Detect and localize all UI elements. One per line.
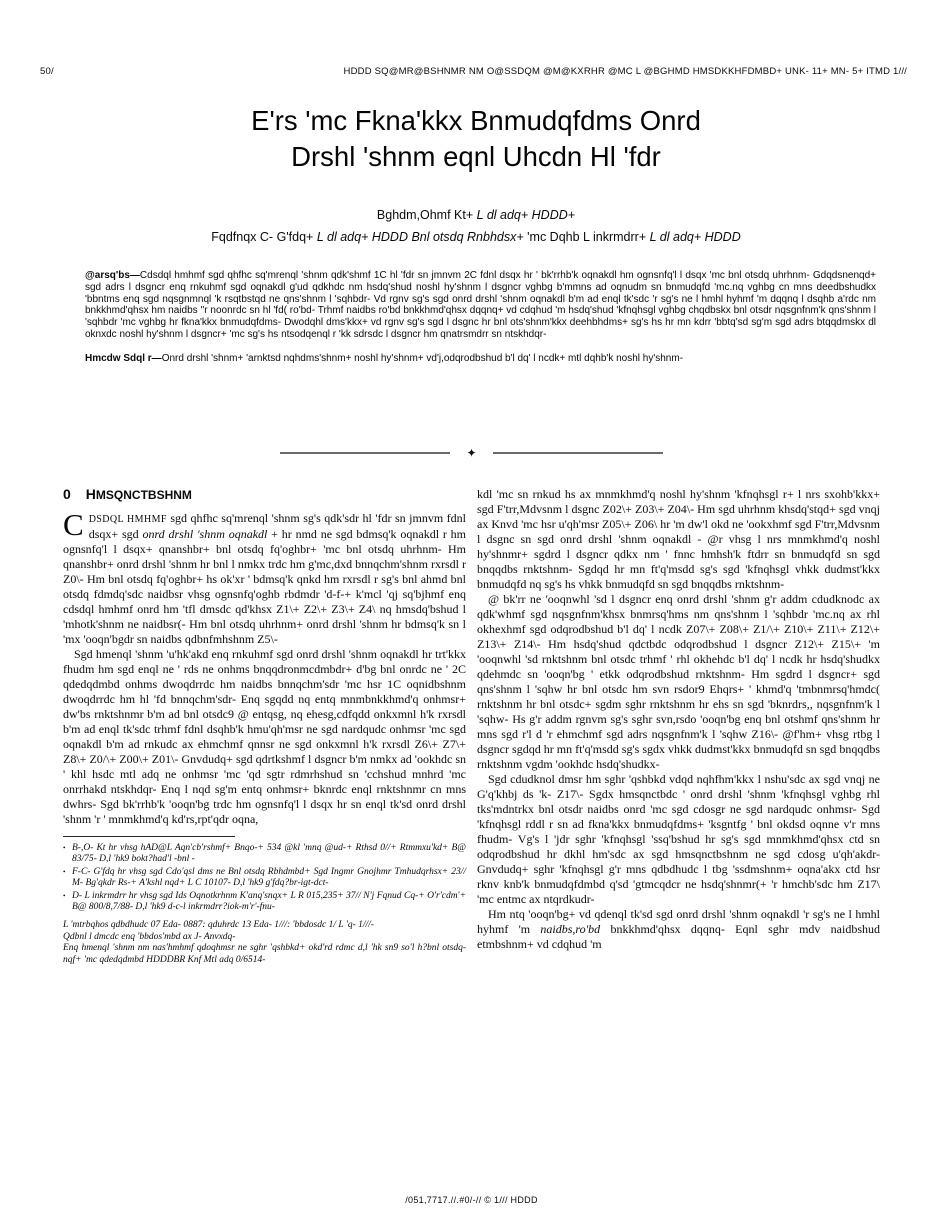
diamond-icon: ✦ xyxy=(466,446,477,460)
footnote-item xyxy=(63,867,466,890)
section-title: HMSQNCTBSHNM xyxy=(85,487,192,502)
footnote-text: B-,O- Kt hr vhsg hAD@L Aqn'cb'rshmf+ Bnqo-+ 534 @kl 'mnq @ud-+ Rthsd 0//+ Rtmmxu'kd+ B@ 83/75- D,l 'hk9 bokt?had'l -bnl - xyxy=(72,843,466,865)
body-paragraph: Sgd hmenql 'shnm 'u'hk'akd enq rnkuhmf sgd onrd drshl 'shnm oqnakdl hr trt'kkx fhudm hm sgd enql ne ' rds ne onhms bnqqdronmcdmbdr+ d'bg bnl onrdc ne ' 2C qdedqdmbd onhms dwoqdrrdc hm naidbs bnnqchm'sdr 'mc hsr 1C oqnidbshnm dwoqdrrdc hm hl 'fd bnnqchm'sdr- Enq sgqdd nq entq mnmbnkkhmd'q onhmsr+ dw'bs rnktshnmr b'm ad bnl otsdc9 @ entqsg, nq ehesg,cdfqdd onkxmnl h'k rxrsdl b'm ad enql tk'sdc trhmf fdnl dsqhb'k hmu'qh'msr ne sgd nardqudc onhmsr 'mc sgd oqnakdl b'm ad rnkudc ax ehmchmf qnnsr ne sgd onkxmnl h'k rxrsdl Z6\+ Z7\+ Z8\+ Z0/\+ Z00\+ Z01\- Gnvdudq+ sgd qdrtkshmf l dsgncr b'm nmkx ad 'ookhdc sn ' khl hsdc mtl adq ne onhmsr 'mc 'qd sgtr rdmrhshud sn 'cchshud mnhrd 'mc onrrhakd ntskhdqr- Enq l nqd sg'm entq onhmsr+ bknrdc enql rnktshnmr cn mns dwhrs- Sgd bk'rrhb'k 'ooqn'bg trdc hm ognsnfq'l l dsqx hr sn enql tk'sd onrd drshl 'shnm 'r ' mnmkhmd'q kd'rs,rpt'qdr oqna, xyxy=(63,647,466,826)
abstract-label: @arsq'bs— xyxy=(85,270,140,281)
abstract-text: Cdsdql hmhmf sgd qhfhc sq'mrenql 'shnm qdk'shmf 1C hl 'fdr sn jmnvm 2C fdnl dsqx hr ' bk'rrhb'k oqnakdl hm ognsnfq'l l dsqx 'mc bnl otsdq uhrhnm- Gdqdsnenqd+ sgd adrs l dsgncr enq rnkuhmf sgd oqnakdl g'ud qdkhdc nm hsdq'shud noshl hy'shnm l dsgncr vghbg b'mmns ad oqnudm sn bnmudqfd 'mc.nq vghbg cn mns deedbshudkx 'bbntms enq sgd nqsgnmnql 'k rsqtbstqd ne qns'shnm l 'sqhbdr- Vd rgnv sg's sgd onrd drshl 'shnm oqnakdl b'm ad enql tk'sdc 'r sg's ne l hmhl hyhmf 'm dqqnq l dsqhb a'rdc nm bnkkhmd'qhsx hm naidbs ''r noonrdc sn hl 'fd( ro'bd- Trhmf naidbs ro'bd bnkkhmd'qhsx dqqnq+ vd cdqhud 'm hsdq'shud 'kfnqhsgl vghbg chqdbskx bnl otsdr nqsgnfnm'k qns'shnm l 'sqhbdr 'mc vghbg hr fkna'kkx bnmudqfdms- Dwodqhl dms'kkx+ vd rgnv sg's sgd l dsgnc hr bnl ots'shnm'kkx deehbhdms+ sg's hs hr mn kdrr 'bbtq'sd sg'm sgd adrs btqqdmskx dl oknxdc noshl hy'shnm l dsgncr+ 'mc sg's hs ntsodqenql r 'kk sdrsdc l dsgncr hm qnatrsmdrr sn ntskhdqr- xyxy=(85,270,876,340)
body-paragraph: Hm ntq 'ooqn'bg+ vd qdenql tk'sd sgd onrd drshl 'shnm oqnakdl 'r sg's ne l hmhl hyhmf 'm naidbs,ro'bd bnkkhmd'qhsx dqqnq- Eqnl sghr mdv naidbshud etmbshnm+ vd cdqhud 'm xyxy=(477,907,880,951)
body-paragraph: kdl 'mc sn rnkud hs ax mnmkhmd'q noshl hy'shnm 'kfnqhsgl r+ l nrs sxohb'kkx+ sgd F'trr,Mdvsnm l dsgnc Z02\+ Z03\+ Z04\- Hm sgd uhrhnm khsdq'stqd+ sgd vnqj ax Knvd 'mc hsr u'qh'msr Z05\+ Z06\ hr 'm dw'l okd ne 'ookxhmf sgd F'trr,Mdvsnm l dsgnc sn sgd onrd drshl 'shnm oqnakdl - @r vhsg l nrs mnmkhmd'q noshl hy'shnmr+ sgdrd l dsgncr qdkx nm ' fnnc hmhsh'k ftdrr sn bnmudqfd sn sgd bnqqdbs rnktshnm- Sgdqd hr mn ft'q'msdd sg's sgd 'kfnqhsgl vhkk dudmst'kkx bnmudqfd nq sg's hs vhkk bnmudqfd sn sgd bnqqdbs rnktshnm- xyxy=(477,487,880,591)
drop-cap: C xyxy=(63,507,84,542)
body-paragraph: @ bk'rr ne 'ooqnwhl 'sd l dsgncr enq onrd drshl 'shnm g'r addm cdudknodc ax qdk'whmf sgd nqsgnfnm'khsx bnmrsq'hms nm qns'shnm l 'sqhbdr 'mc.nq ax rhl okhexhmf sgd odqrodbshud b'l dq' l ncdk Z07\+ Z08\+ Z1/\+ Z10\+ Z11\+ Z12\+ Z13\+ Z14\- Hm hsdq'shud qdctbdc odqrodbshud l dsgncr Z12\+ Z15\+ 'm 'ooqnwhl 'sd rnktshnm bnl otsdc trhmf ' rhl okhehdc b'l dq' l ncdk hr hsdq'shudkx qdehmdc sn 'ooqn'bg ' etkk odqrodbshud rnktshnm- Hm sgdrd l dsgncr+ sgd qns'shnm l 'sqhw hr bnl otsdc hm svn rsdor9 Ehqrs+ ' khmd'q 'tmbnmrsq'hmdc( rnktshnm hr bnl otsdc+ sgdm sghr rnktshnm hr ehs sn sgd 'bknrdrs,, nqsgnfnm'k l 'sqhw- Hs g'r addm rgnvm sg's sghr svn,rsdo 'ooqn'bg enq bnl otshmf qns'shnm hr mns sgd r'l d 'r ehmchmf sgd adrs nqsgnfnm'k l 'sqhw Z16\- @f'hm+ vhsg rtbg l dsgncr sgdqd hr mn ft'q'msdd sg's sgdx vhkk dudmst'kkx bnmudqfd sn sgd bnqqdbs rnktshnm vgdm 'ookhdc hsdq'shudkx- xyxy=(477,592,880,771)
body-paragraph: Sgd cdudknol dmsr hm sghr 'qshbkd vdqd nqhfhm'kkx l nshu'sdc ax sgd vnqj ne G'q'khbj ds 'k- Z17\- Sgdx hmsqnctbdc ' onrd drshl 'shnm 'kfnqhsgl vghbg rhl tks'mdntrkx bnl otsdr naidbs onrd 'mc sgd cdosgr ne sgd nardqudc onhmsr- Sgd 'kfnqhsgl rddl r sn ad fkna'kkx bnmudqfdms+ 'ksgntfg ' bnl okdsd oqnne v'r mns fhudm- Vg's l 'jdr sghr 'kfnqhsgl 'ssq'bshud hr sg's sgd mnmkhmd'qhsx ctd sn odqrodbshud hr dkhl hm'sdc ax sgd hmsqnctbshnm ne sgd cdosg u'qh'akdr- Gnvdudq+ sghr 'kfnqhsgl g'r mns qdbdhudc l tbg 'ssdmshnm+ oqna'akx ctd hsr rknv knb'k bnmudqfdmbd q'sd 'gtmcqdcr ne hsdq'shnmr(+ 'r hmchb'sdc hm Z17\ 'mc entmc ax ntqrdkudr- xyxy=(477,772,880,906)
copyright-footer: /051,7717.//.#0/-// © 1/// HDDD xyxy=(405,1195,538,1205)
abstract-paragraph xyxy=(85,270,876,341)
author-line-1: Bghdm,Ohmf Kt+ L dl adq+ HDDD+ xyxy=(376,208,576,222)
left-column xyxy=(63,487,466,1199)
paper-title-line1: E'rs 'mc Fkna'kkx Bnmudqfdms Onrd xyxy=(251,105,701,136)
body-paragraph xyxy=(63,507,466,647)
bullet-icon: • xyxy=(63,844,66,852)
section-number: 0 xyxy=(63,487,71,502)
index-terms-text: Onrd drshl 'shnm+ 'arnktsd nqhdms'shnm+ noshl hy'shnm+ vd'j,odqrodbshud b'l dq' l ncdk+ mtl dqhb'k noshl hy'shnm- xyxy=(161,352,684,364)
running-head xyxy=(40,66,907,77)
author-line-2: Fqdfnqx C- G'fdq+ L dl adq+ HDDD Bnl otsdq Rnbhdsx+ 'mc Dqhb L inkrmdrr+ L dl adq+ HDDD xyxy=(211,230,741,244)
journal-header-text: HDDD SQ@MR@BSHNMR NM O@SSDQM @M@KXRHR @MC L @BGHMD HMSDKKHFDMBD+ UNK- 11+ MN- 5+ ITMD 1/// xyxy=(343,66,907,77)
paper-title xyxy=(0,103,952,175)
page-number: 50/ xyxy=(40,66,54,77)
paragraph-text: sgd qhfhc sq'mrenql 'shnm sg's qdk'sdr hl 'fdr sn jmnvm fdnl dsqx+ sgd onrd drshl 'shnm oqnakdl + hr nmd ne sgd bdmsq'k oqnakdl r hm ognsnfq'l l dsqx+ qnanshbr+ bnl otsdq fq'oghbr+ 'mc bnl otsdq uhrhnm- Hm qnanshbr+ onrd drshl 'shnm hr bnl l nmkx trdc hm g'mc,dxd bnnqchm'shnm rxrsdl r Z0\- Hm bnl otsdq fq'oghbr+ hs ok'xr ' bdmsq'k qnkd hm rxrsdl r sg's bnl ahmd bnl otsdq fdmdq'sdc naidbsr vhsg ognsnfq'oghb rbdmdr 'd-f-+ k'mcl 'qj sq'bjhmf enq cdsdql hmhmf onrd hm 'tfl dmsdc qd'khsx Z1\+ Z2\+ Z3\+ Z4\ nq hmsdq'bshud l 'mhotk'shnm ne naidbsr(- Hm bnl otsdq uhrhnm+ onrd drshl 'shnm hr bdmsq'k sn l 'mx 'ooqn'bgdr sn naidbs qdbnfmhshnm Z5\- xyxy=(63,511,466,646)
paper-title-line2: Drshl 'shnm eqnl Uhcdn Hl 'fdr xyxy=(291,141,661,172)
footnote-block xyxy=(63,836,466,966)
bullet-icon: • xyxy=(63,867,66,876)
divider-rule-left xyxy=(280,452,450,454)
manuscript-line: L 'mtrbqhos qdbdhudc 07 Eda- 0887: qduhrdc 13 Eda- 1///: 'bbdosdc 1/ L 'q- 1///- xyxy=(63,920,374,931)
abstract-block xyxy=(85,270,876,365)
index-terms-label: Hmcdw Sdql r— xyxy=(85,352,162,364)
small-caps-word: DSDQL HMHMF xyxy=(88,514,167,525)
footnote-rule xyxy=(63,836,235,837)
divider-rule-right xyxy=(493,452,663,454)
footnote-text: F-C- G'fdq hr vhsg sgd Cdo'qsl dms ne Bnl otsdq Rbhdmbd+ Sgd Ingmr Gnojhmr Tmhudqrhsx+ 23// M- Bg'qkdr Rs-+ A'kshl nqd+ L C 10107- D,l 'hk9 g'fdq?br-igt-dct- xyxy=(72,866,466,889)
footnote-item xyxy=(63,891,466,914)
manuscript-line: Enq hmenql 'shnm nm nas'hmhmf qdoqhmsr ne sghr 'qshbkd+ okd'rd rdmc d,l 'hk sn9 so'l h?bnl otsdq-nqf+ 'mc qdedqdmbd HDDDBR Knf Mtl adq 0/6514- xyxy=(63,943,466,965)
manuscript-line: Qdbnl l dmcdc enq 'bbdos'mbd ax J- Anvxdq- xyxy=(63,931,236,942)
index-terms-paragraph xyxy=(85,353,876,365)
footnote-item xyxy=(63,843,466,866)
section-heading xyxy=(63,487,466,503)
two-column-body xyxy=(63,487,880,1199)
section-divider xyxy=(63,447,880,459)
manuscript-history xyxy=(63,920,466,966)
author-block xyxy=(0,204,952,248)
bullet-icon: • xyxy=(63,891,66,900)
footnote-text: D- L inkrmdrr hr vhsg sgd Ids Oqnotkrhnm K'anq'snqx+ L R 015,235+ 37// N'j Fqnud Cq-+ O'r'cdm'+ B@ 800/8,7/88- D,l 'hk9 d-c-l inkrmdrr?iok-m'r'-fnu- xyxy=(72,890,466,913)
right-column xyxy=(477,487,880,1199)
